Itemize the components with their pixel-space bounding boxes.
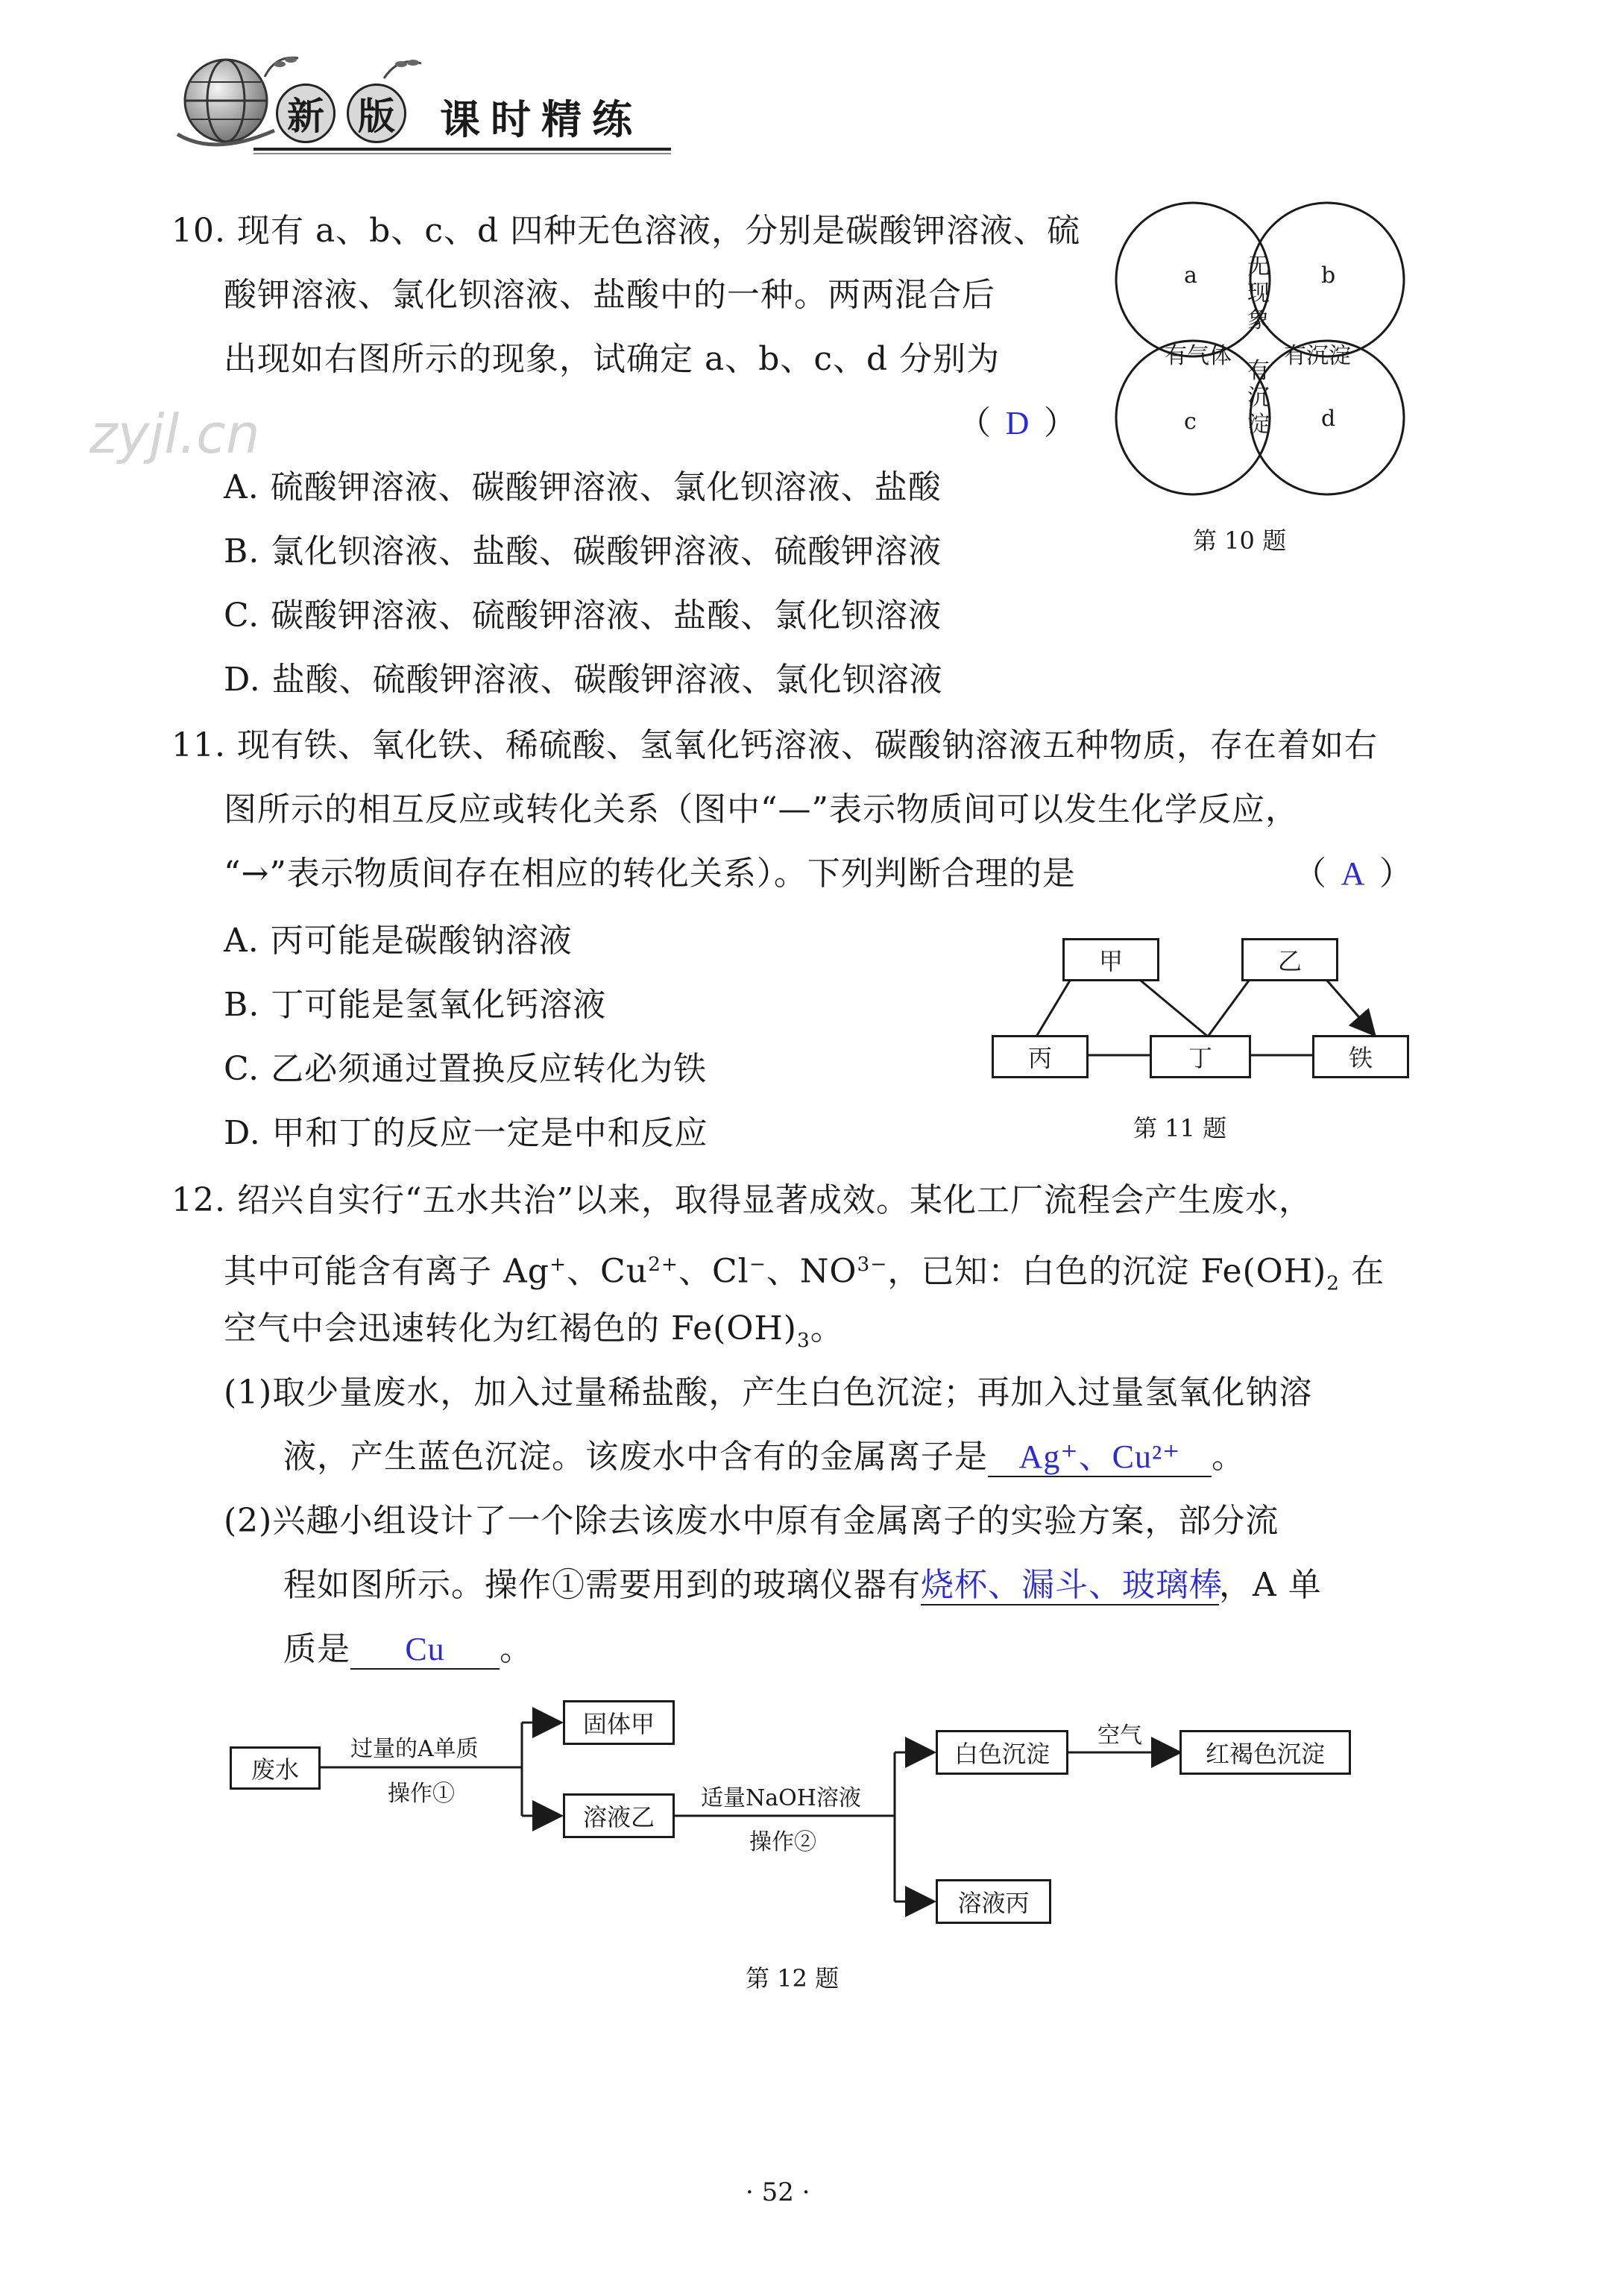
header-rule-thin	[253, 153, 671, 154]
q12-part1-line-2: 液，产生蓝色沉淀。该废水中含有的金属离子是 Ag⁺、Cu²⁺ 。	[283, 1438, 1245, 1476]
header-badge-1: 新	[276, 84, 336, 143]
header-title: 课时精练	[440, 96, 643, 143]
node-jia: 甲	[1062, 938, 1159, 981]
q10-venn-figure	[1103, 186, 1417, 500]
q10-stem-line-2: 酸钾溶液、氯化钡溶液、盐酸中的一种。两两混合后	[224, 276, 995, 314]
venn-label-precipitate-bottom: 有 沉 淀	[1247, 358, 1270, 438]
q12-part2-line-2: 程如图所示。操作①需要用到的玻璃仪器有烧杯、漏斗、玻璃棒，A 单	[283, 1566, 1322, 1604]
q10-answer-paren	[958, 401, 1077, 446]
flow-node-solid-jia: 固体甲	[563, 1700, 675, 1745]
q12-part2-line-1: (2)兴趣小组设计了一个除去该废水中原有金属离子的实验方案，部分流	[224, 1502, 1279, 1540]
q11-option-a: A. 丙可能是碳酸钠溶液	[224, 922, 573, 960]
flow-node-wastewater: 废水	[230, 1746, 321, 1790]
venn-label-precipitate-right: 有沉淀	[1284, 343, 1351, 369]
q10-stem-line-1: 10. 现有 a、b、c、d 四种无色溶液，分别是碳酸钾溶液、硫	[171, 212, 1081, 250]
q11-figure-caption: 第 11 题	[1133, 1114, 1227, 1142]
venn-label-b: b	[1321, 262, 1336, 289]
leaf-decoration-icon	[261, 51, 306, 81]
q11-option-c: C. 乙必须通过置换反应转化为铁	[224, 1050, 708, 1088]
flow-node-white-precipitate: 白色沉淀	[936, 1730, 1068, 1775]
paren-close: ）	[1044, 404, 1077, 442]
q11-stem-line-1: 11. 现有铁、氧化铁、稀硫酸、氢氧化钙溶液、碳酸钠溶液五种物质，存在着如右	[171, 726, 1378, 764]
q10-option-c: C. 碳酸钾溶液、硫酸钾溶液、盐酸、氯化钡溶液	[224, 597, 942, 635]
q11-stem-line-2: 图所示的相互反应或转化关系（图中“—”表示物质间可以发生化学反应，	[224, 790, 1299, 828]
q12-stem-line-2: 其中可能含有离子 Ag+、$Cu^{2+}$、Cl−、$NO^{3-}$，已知：白色的沉淀 $Fe(OH)_2$ 在	[224, 1252, 1385, 1295]
page-number: · 52 ·	[746, 2177, 810, 2207]
q12-flow-chart	[224, 1685, 1387, 1939]
venn-label-no-change: 无 现 象	[1247, 254, 1270, 333]
q11-option-b: B. 丁可能是氢氧化钙溶液	[224, 986, 607, 1024]
venn-label-gas: 有气体	[1165, 343, 1232, 369]
q12-figure-caption: 第 12 题	[746, 1964, 840, 1993]
q11-stem-line-3: “→”表示物质间存在相应的转化关系）。下列判断合理的是	[224, 855, 1076, 893]
venn-label-c: c	[1184, 409, 1197, 435]
q12-stem-line-1: 12. 绍兴自实行“五水共治”以来，取得显著成效。某化工厂流程会产生废水，	[171, 1181, 1312, 1219]
flow-step2-operation: 操作②	[749, 1829, 816, 1855]
q10-answer: D	[1005, 405, 1030, 441]
q10-stem-line-3: 出现如右图所示的现象，试确定 a、b、c、d 分别为	[224, 340, 1001, 378]
q10-option-b: B. 氯化钡溶液、盐酸、碳酸钾溶液、硫酸钾溶液	[224, 532, 942, 570]
flow-step2-reagent: 适量NaOH溶液	[701, 1785, 861, 1811]
leaf-decoration-icon	[380, 52, 425, 82]
venn-label-a: a	[1184, 262, 1197, 289]
paren-open: （	[1294, 855, 1327, 893]
flow-node-solution-bing: 溶液丙	[936, 1879, 1051, 1924]
q11-answer-paren	[1294, 852, 1413, 896]
paren-close: ）	[1379, 855, 1413, 893]
q10-option-d: D. 盐酸、硫酸钾溶液、碳酸钾溶液、氯化钡溶液	[224, 661, 943, 699]
q12-part2-answer-element: Cu	[350, 1631, 500, 1670]
q10-option-a: A. 硫酸钾溶液、碳酸钾溶液、氯化钡溶液、盐酸	[224, 468, 942, 506]
header-badge-2: 版	[347, 84, 406, 143]
flow-node-solution-yi: 溶液乙	[563, 1793, 675, 1838]
paren-open: （	[958, 404, 992, 442]
flow-node-red-brown-precipitate: 红褐色沉淀	[1179, 1730, 1351, 1775]
q12-part2-answer-instruments: 烧杯、漏斗、玻璃棒	[921, 1567, 1219, 1605]
q11-answer: A	[1341, 855, 1366, 892]
venn-label-d: d	[1321, 406, 1336, 432]
q11-option-d: D. 甲和丁的反应一定是中和反应	[224, 1114, 708, 1152]
watermark: zyjl.cn	[89, 403, 260, 465]
flow-step3-reagent: 空气	[1097, 1723, 1142, 1749]
flow-step1-operation: 操作①	[388, 1781, 455, 1807]
q12-part2-line-3: 质是 Cu 。	[283, 1630, 533, 1668]
q12-stem-line-3: 空气中会迅速转化为红褐色的 $Fe(OH)_3$。	[224, 1309, 844, 1352]
q12-part1-answer: Ag⁺、Cu²⁺	[988, 1438, 1212, 1477]
node-bing: 丙	[992, 1035, 1089, 1078]
q10-figure-caption: 第 10 题	[1193, 526, 1287, 555]
node-yi: 乙	[1241, 938, 1338, 981]
header-rule	[253, 148, 671, 151]
flow-step1-reagent: 过量的A单质	[350, 1736, 479, 1762]
q12-part1-line-1: (1)取少量废水，加入过量稀盐酸，产生白色沉淀；再加入过量氢氧化钠溶	[224, 1374, 1313, 1412]
node-ding: 丁	[1150, 1035, 1251, 1078]
node-tie: 铁	[1312, 1035, 1409, 1078]
